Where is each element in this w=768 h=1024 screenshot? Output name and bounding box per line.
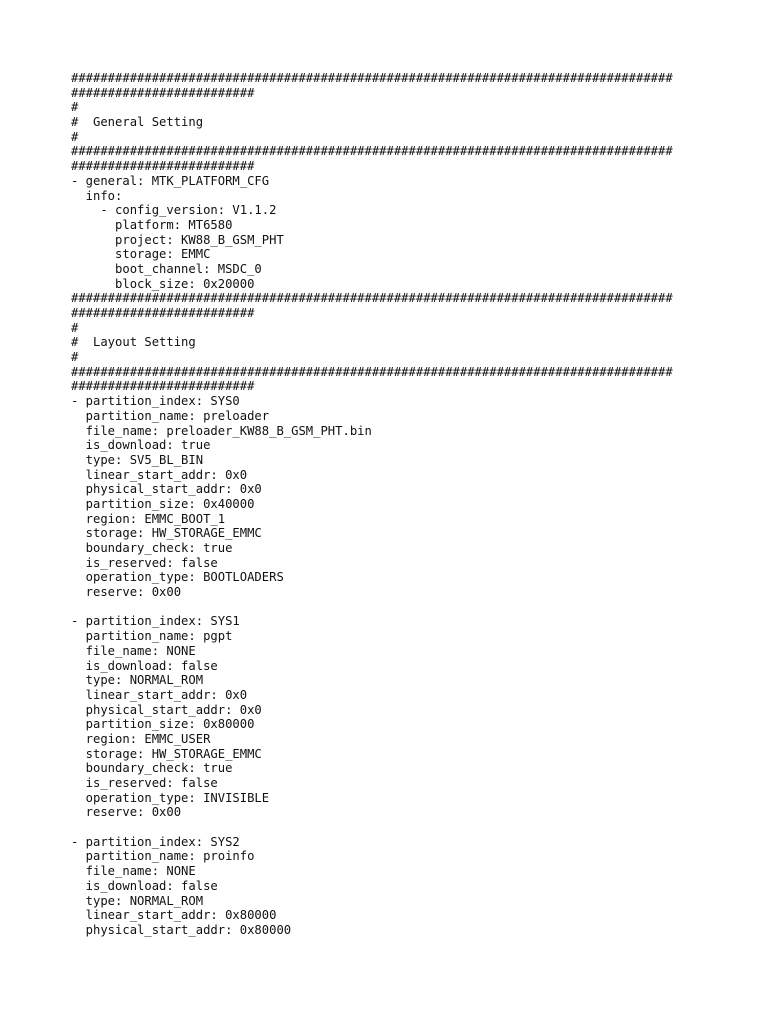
- text-line: info:: [71, 188, 123, 203]
- text-line: boundary_check: true: [71, 541, 233, 555]
- text-line: ##################################################################################: [71, 364, 673, 379]
- text-line: [71, 820, 711, 835]
- text-line: ##################################################################################: [71, 291, 673, 306]
- text-line: - partition_index: SYS2: [71, 834, 240, 849]
- text-line: linear_start_addr: 0x0: [71, 467, 248, 482]
- text-line: ##################################################################################: [71, 144, 673, 159]
- text-line: storage: HW_STORAGE_EMMC: [71, 746, 262, 761]
- text-line: #########################: [71, 85, 255, 100]
- text-line: - general: MTK_PLATFORM_CFG: [71, 173, 270, 188]
- text-line: partition_name: preloader: [71, 408, 270, 423]
- text-line: region: EMMC_BOOT_1: [71, 511, 226, 526]
- text-line: operation_type: BOOTLOADERS: [71, 570, 284, 585]
- text-line: project: KW88_B_GSM_PHT: [71, 232, 284, 247]
- text-line: is_reserved: false: [71, 555, 218, 570]
- text-line: platform: MT6580: [71, 217, 233, 232]
- text-line: linear_start_addr: 0x0: [71, 687, 248, 702]
- text-line: # Layout Setting: [71, 335, 196, 350]
- text-line: # General Setting: [71, 115, 204, 130]
- text-line: #: [71, 320, 79, 335]
- text-line: #########################: [71, 159, 255, 174]
- text-line: is_download: false: [71, 878, 218, 893]
- text-line: operation_type: INVISIBLE: [71, 790, 270, 805]
- text-line: partition_name: proinfo: [71, 849, 255, 864]
- text-line: - config_version: V1.1.2: [71, 203, 277, 218]
- text-line: storage: HW_STORAGE_EMMC: [71, 526, 262, 541]
- text-line: boot_channel: MSDC_0: [71, 261, 262, 276]
- text-line: storage: EMMC: [71, 247, 211, 262]
- text-line: boundary_check: true: [71, 761, 233, 776]
- text-line: reserve: 0x00: [71, 805, 182, 820]
- text-line: partition_size: 0x80000: [71, 717, 255, 732]
- text-line: [71, 600, 711, 615]
- text-line: #########################: [71, 306, 255, 320]
- text-line: #: [71, 129, 79, 144]
- text-line: file_name: NONE: [71, 643, 196, 658]
- text-line: is_download: true: [71, 438, 211, 453]
- text-line: is_download: false: [71, 658, 218, 673]
- text-line: - partition_index: SYS0: [71, 394, 240, 409]
- text-line: type: NORMAL_ROM: [71, 673, 204, 688]
- text-line: type: NORMAL_ROM: [71, 893, 204, 908]
- text-line: partition_size: 0x40000: [71, 496, 255, 511]
- text-line: physical_start_addr: 0x0: [71, 702, 262, 717]
- text-line: block_size: 0x20000: [71, 276, 255, 291]
- text-line: physical_start_addr: 0x80000: [71, 922, 292, 937]
- text-line: region: EMMC_USER: [71, 731, 211, 746]
- text-line: ##################################################################################: [71, 71, 673, 85]
- text-line: partition_name: pgpt: [71, 629, 233, 644]
- text-line: file_name: NONE: [71, 864, 196, 879]
- text-line: #: [71, 350, 79, 365]
- text-line: type: SV5_BL_BIN: [71, 452, 204, 467]
- text-line: is_reserved: false: [71, 776, 218, 790]
- text-line: - partition_index: SYS1: [71, 614, 240, 629]
- text-line: physical_start_addr: 0x0: [71, 482, 262, 497]
- document-body: [71, 71, 711, 938]
- text-line: #########################: [71, 379, 255, 394]
- text-line: reserve: 0x00: [71, 585, 182, 600]
- text-line: #: [71, 100, 79, 115]
- text-line: linear_start_addr: 0x80000: [71, 908, 277, 923]
- text-line: file_name: preloader_KW88_B_GSM_PHT.bin: [71, 423, 372, 438]
